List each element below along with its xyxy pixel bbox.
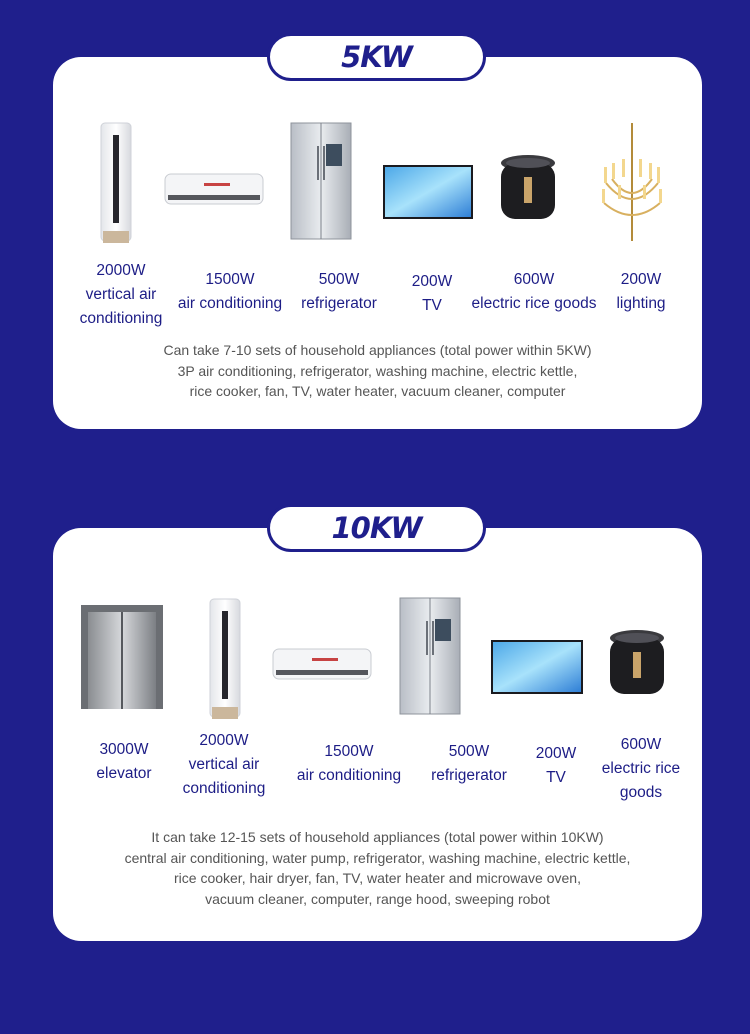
vertical-ac-image [99,121,133,246]
item-label: 200W lighting [616,271,666,312]
refrigerator-image [290,122,352,240]
tv-image [490,639,584,695]
item-label: 2000W vertical air conditioning [182,732,266,797]
refrigerator-image [399,597,461,715]
section-description: It can take 12-15 sets of household appliances (total power within 10KW) central air conditioning, water pump, refrigerator, washing machine, electric kettle, rice cooker, hair dryer, fan, TV, water heater and microwave oven, vacuum cleaner, computer, range hood, sweeping robot [124,829,631,907]
item-label: 500W refrigerator [301,271,377,312]
section-title-5kw [267,33,486,81]
elevator-image [80,604,164,710]
item-label: 1500W air conditioning [296,743,402,784]
section-10kw-card [53,528,702,941]
section-title-10kw [267,504,486,552]
section-title: 5KW [341,40,412,74]
item-label: 200W TV [535,745,577,786]
vertical-ac-image [208,597,242,722]
item-label: 1500W air conditioning [177,271,283,312]
wall-ac-image [164,171,264,207]
chandelier-image [600,123,664,247]
item-label: 3000W elevator [96,741,152,782]
wall-ac-image [272,646,372,682]
section-title: 10KW [331,511,422,545]
item-label: 600W electric rice goods [601,736,681,801]
rice-cooker-image [606,628,668,700]
item-label: 600W electric rice goods [471,271,597,312]
tv-image [382,164,474,220]
item-label: 500W refrigerator [431,743,507,784]
item-label: 200W TV [411,273,453,314]
item-label: 2000W vertical air conditioning [79,262,163,327]
rice-cooker-image [497,153,559,225]
section-description: Can take 7-10 sets of household appliances (total power within 5KW) 3P air conditioning, refrigerator, washing machine, electric kettle, rice cooker, fan, TV, water heater, vacuum cleaner, computer [163,342,592,399]
section-5kw-card [53,57,702,429]
